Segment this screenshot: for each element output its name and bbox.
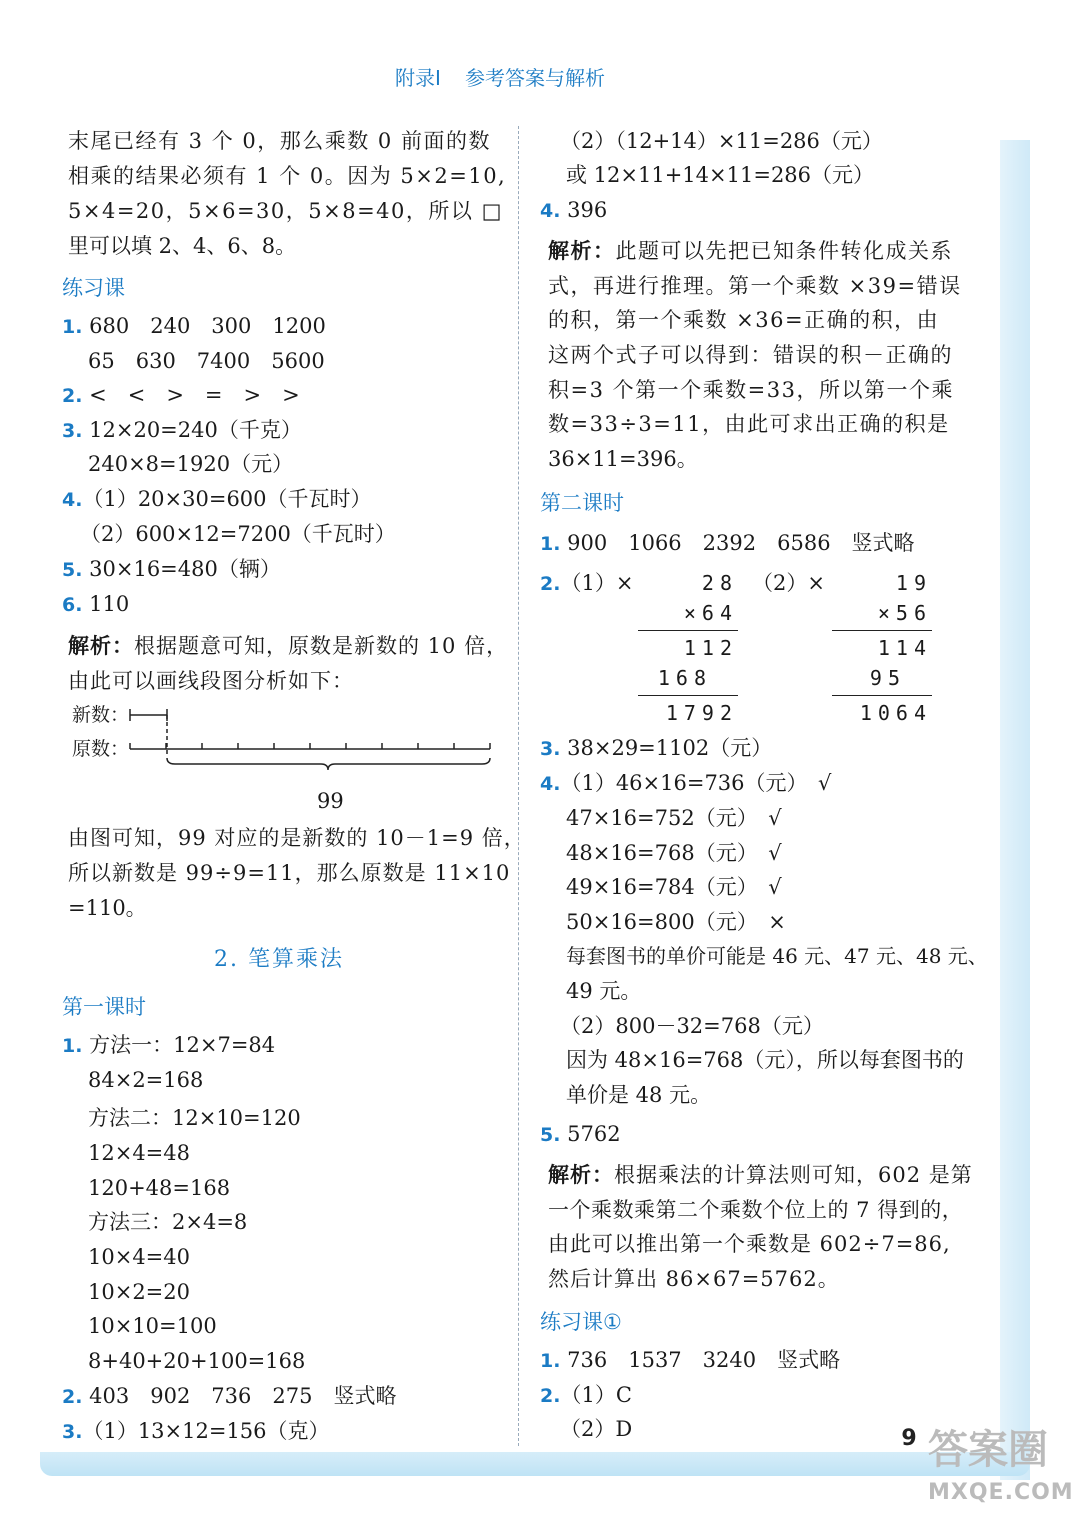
item-number: 3. (62, 420, 83, 442)
item-number: 1. (540, 1350, 561, 1372)
calc-top: 28 (701, 571, 738, 595)
section-title: 2. 笔算乘法 (214, 947, 344, 972)
analysis-text: 根据题意可知，原数是新数的 10 倍， (134, 634, 509, 658)
page-header (0, 62, 1000, 91)
lesson2-title: 第二课时 (540, 491, 624, 515)
answer-text: （1）20×30=600（千瓦时） (82, 487, 372, 511)
answer-text: （2）800－32=768（元） (560, 1014, 824, 1038)
item-number: 2. (62, 385, 83, 407)
answer-text: （2）× (752, 571, 825, 595)
item-number: 3. (62, 1421, 83, 1443)
intro-line: 末尾已经有 3 个 0，那么乘数 0 前面的数 (68, 129, 491, 153)
answer-text: （2）（12+14）×11=286（元） (560, 129, 883, 153)
answer-text: 12×4=48 (88, 1141, 190, 1165)
analysis-text: 由此可以推出第一个乘数是 602÷7=86, (548, 1232, 951, 1256)
header-appendix: 附录Ⅰ (395, 66, 441, 90)
answer-text: 方法一：12×7=84 (89, 1033, 276, 1057)
header-title: 参考答案与解析 (464, 66, 605, 90)
practice-title: 练习课 (62, 276, 125, 300)
analysis-text: 根据乘法的计算法则可知，602 是第 (614, 1163, 973, 1187)
answer-text: 或 12×11+14×11=286（元） (566, 163, 875, 187)
line-segment-diagram (125, 700, 505, 780)
answer-text: 240×8=1920（元） (88, 452, 294, 476)
answer-text: 49 元。 (566, 979, 642, 1003)
analysis-text: 36×11=396。 (548, 447, 698, 471)
intro-line: 5×4=20，5×6=30，5×8=40，所以 □ (68, 199, 503, 223)
answer-text: 900 1066 2392 6586 竖式略 (567, 531, 915, 555)
item-number: 6. (62, 594, 83, 616)
answer-text: 84×2=168 (88, 1068, 204, 1092)
answer-text: （1）× (560, 571, 634, 595)
item-number: 5. (62, 559, 83, 581)
answer-text: （1）C (560, 1383, 632, 1407)
analysis-text: 积=3 个第一个乘数=33，所以第一个乘 (548, 378, 954, 402)
conclusion-text: 由图可知，99 对应的是新数的 10－1=9 倍， (68, 826, 526, 850)
analysis-label: 解析： (548, 1162, 614, 1187)
item-number: 1. (540, 533, 561, 555)
analysis-text: 这两个式子可以得到：错误的积－正确的 (548, 343, 953, 367)
item-number: 1. (62, 1035, 83, 1057)
analysis-text: 的积，第一个乘数 ×36=正确的积，由 (548, 308, 940, 332)
answer-text: 38×29=1102（元） (567, 736, 773, 760)
analysis-text: 然后计算出 86×67=5762。 (548, 1267, 840, 1291)
lesson1-title: 第一课时 (62, 995, 146, 1019)
item-number: 2. (540, 573, 561, 595)
answer-text: < < > = > > (89, 383, 300, 407)
calc-partial: 114 (877, 636, 932, 660)
calc-multiplier: ×64 (683, 601, 738, 625)
calc-result: 1064 (859, 701, 932, 725)
answer-text: 30×16=480（辆） (89, 557, 281, 581)
conclusion-text: 所以新数是 99÷9=11，那么原数是 11×10 (68, 861, 511, 885)
analysis-text: 式，再进行推理。第一个乘数 ×39=错误 (548, 274, 962, 298)
diagram-label-orig: 原数： (72, 738, 130, 760)
answer-text: 65 630 7400 5600 (88, 349, 325, 373)
answer-text: 10×4=40 (88, 1245, 190, 1269)
analysis-text: 此题可以先把已知条件转化成关系 (615, 239, 953, 263)
vertical-calc-1 (638, 568, 738, 728)
calc-multiplier: ×56 (877, 601, 932, 625)
answer-text: 方法三：2×4=8 (88, 1210, 248, 1234)
vertical-calc-2 (832, 568, 932, 728)
answer-text: 403 902 736 275 竖式略 (89, 1384, 397, 1408)
watermark-logo (928, 1420, 1078, 1530)
answer-text: 8+40+20+100=168 (88, 1349, 306, 1373)
answer-text: 12×20=240（千克） (89, 418, 302, 442)
page-number: 9 (901, 1426, 917, 1451)
intro-line: 里可以填 2、4、6、8。 (68, 234, 297, 258)
answer-text: 单价是 48 元。 (566, 1083, 712, 1107)
intro-line: 相乘的结果必须有 1 个 0。因为 5×2=10, (68, 164, 507, 188)
practice1-title: 练习课① (540, 1310, 622, 1334)
item-number: 4. (540, 200, 561, 222)
diagram-label-new: 新数： (72, 704, 130, 726)
answer-text: 736 1537 3240 竖式略 (567, 1348, 841, 1372)
analysis-text: 由此可以画线段图分析如下： (68, 669, 354, 693)
answer-text: 每套图书的单价可能是 46 元、47 元、48 元、 (566, 944, 988, 968)
analysis-text: 数=33÷3=11，由此可求出正确的积是 (548, 412, 950, 436)
calc-partial: 168 (657, 666, 712, 690)
bottom-decor-band (40, 1452, 1030, 1476)
analysis-label: 解析： (548, 238, 616, 263)
item-number: 3. (540, 738, 561, 760)
right-decor-band (1000, 140, 1030, 1480)
watermark-text: 答案圈 (928, 1427, 1048, 1473)
answer-text: （2）600×12=7200（千瓦时） (80, 522, 396, 546)
answer-text: 10×2=20 (88, 1280, 190, 1304)
answer-text: （2）D (560, 1417, 633, 1441)
answer-text: 49×16=784（元） √ (566, 875, 782, 899)
answer-text: 110 (89, 592, 130, 616)
item-number: 4. (62, 489, 83, 511)
answer-text: 680 240 300 1200 (89, 314, 326, 338)
answer-text: 120+48=168 (88, 1176, 231, 1200)
item-number: 5. (540, 1124, 561, 1146)
answer-text: 方法二：12×10=120 (88, 1106, 301, 1130)
brace (167, 758, 490, 770)
analysis-text: 一个乘数乘第二个乘数个位上的 7 得到的， (548, 1198, 964, 1222)
calc-top: 19 (895, 571, 932, 595)
answer-text: 47×16=752（元） √ (566, 806, 782, 830)
calc-partial: 95 (869, 666, 906, 690)
calc-partial: 112 (683, 636, 738, 660)
answer-text: 因为 48×16=768（元），所以每套图书的 (566, 1048, 964, 1072)
answer-text: 48×16=768（元） √ (566, 841, 782, 865)
item-number: 2. (62, 1386, 83, 1408)
watermark-url: MXQE.COM (928, 1480, 1074, 1505)
answer-text: 50×16=800（元） × (566, 910, 786, 934)
answer-text: 396 (567, 198, 608, 222)
column-divider (518, 126, 519, 1446)
answer-text: （1）13×12=156（克） (82, 1419, 330, 1443)
item-number: 2. (540, 1385, 561, 1407)
conclusion-text: =110。 (68, 896, 147, 920)
answer-text: （1）46×16=736（元） √ (560, 771, 832, 795)
answer-text: 10×10=100 (88, 1314, 217, 1338)
diagram-value: 99 (317, 789, 344, 813)
answer-text: 5762 (567, 1122, 621, 1146)
item-number: 1. (62, 316, 83, 338)
item-number: 4. (540, 773, 561, 795)
calc-result: 1792 (665, 701, 738, 725)
analysis-label: 解析： (68, 633, 134, 658)
